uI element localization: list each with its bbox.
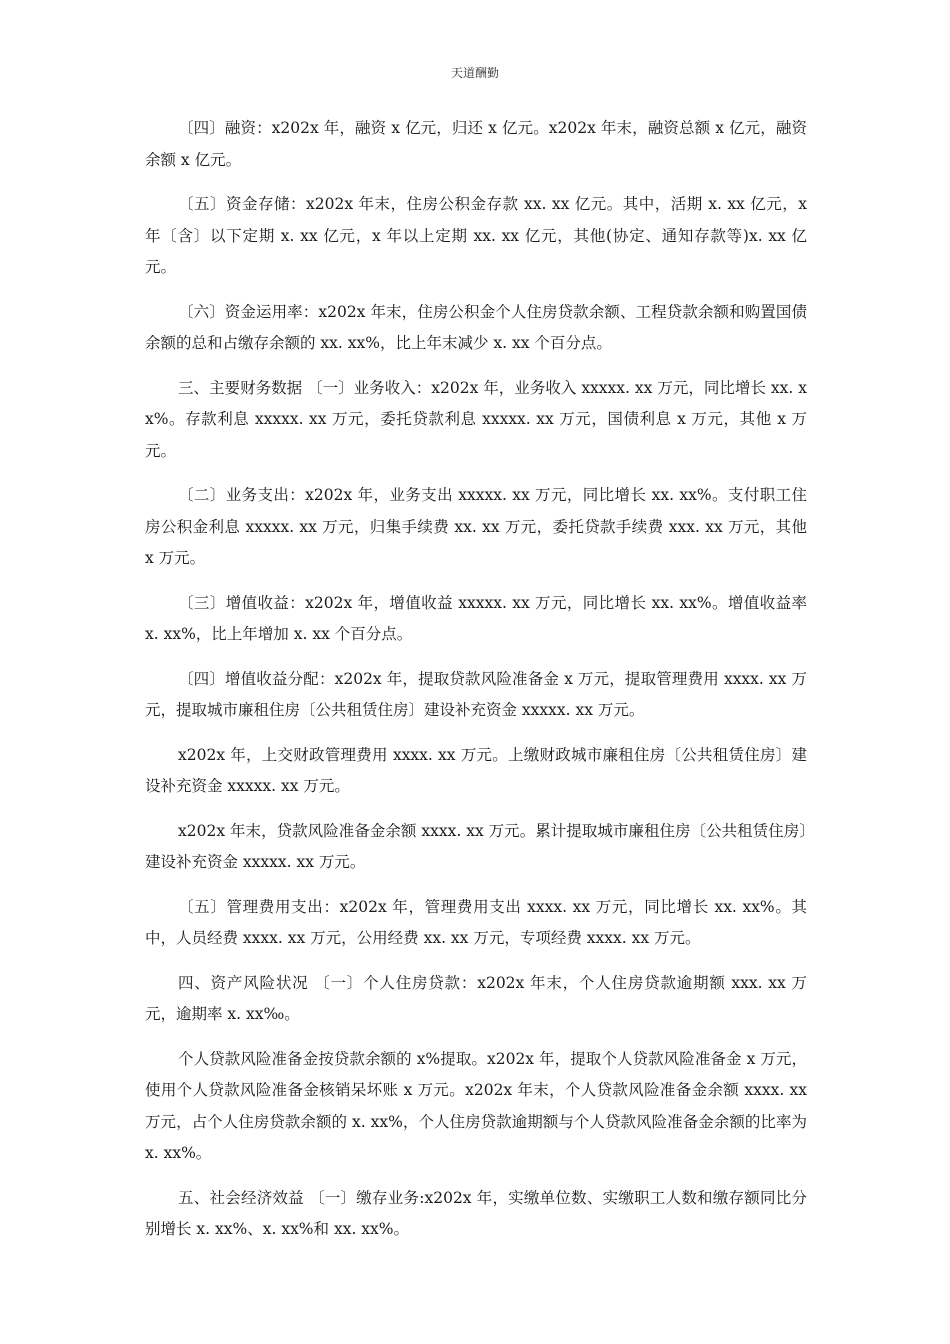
paragraph-asset-risk: 四、资产风险状况 〔一〕个人住房贷款：x202x 年末，个人住房贷款逾期额 xxx. xx 万元，逾期率 x. xx‰。	[145, 973, 807, 1023]
paragraph-value-added-income: 〔三〕增值收益：x202x 年，增值收益 xxxxx. xx 万元，同比增长 xx. xx%。增值收益率 x. xx%，比上年增加 x. xx 个百分点。	[145, 593, 807, 643]
paragraph-financing: 〔四〕融资：x202x 年，融资 x 亿元，归还 x 亿元。x202x 年末，融资总额 x 亿元，融资余额 x 亿元。	[145, 119, 807, 169]
paragraph-management-expense: 〔五〕管理费用支出：x202x 年，管理费用支出 xxxx. xx 万元，同比增长 xx. xx%。其中，人员经费 xxxx. xx 万元，公用经费 xx. xx 万元，专项经费 xxxx. xx 万元。	[145, 897, 807, 947]
paragraph-social-benefit: 五、社会经济效益 〔一〕缴存业务:x202x 年，实缴单位数、实缴职工人数和缴存额同比分别增长 x. xx%、x. xx%和 xx. xx%。	[145, 1188, 807, 1238]
paragraph-business-expense: 〔二〕业务支出：x202x 年，业务支出 xxxxx. xx 万元，同比增长 xx. xx%。支付职工住房公积金利息 xxxxx. xx 万元，归集手续费 xx. xx 万元，委托贷款手续费 xxx. xx 万元，其他 x 万元。	[145, 486, 807, 567]
paragraph-fund-utilization: 〔六〕资金运用率：x202x 年末，住房公积金个人住房贷款余额、工程贷款余额和购置国债余额的总和占缴存余额的 xx. xx%，比上年末减少 x. xx 个百分点。	[145, 302, 807, 352]
paragraph-loan-risk-reserve: 个人贷款风险准备金按贷款余额的 x%提取。x202x 年，提取个人贷款风险准备金 x 万元，使用个人贷款风险准备金核销呆坏账 x 万元。x202x 年末，个人贷款风险准备金余额 xxxx. xx 万元，占个人住房贷款余额的 x. xx%，个人住房贷款逾期额与个人贷款风险准备金余额的比率为 x. xx%。	[145, 1049, 807, 1162]
page-header: 天道酬勤	[450, 66, 499, 80]
paragraph-fiscal-payment: x202x 年，上交财政管理费用 xxxx. xx 万元。上缴财政城市廉租住房〔公共租赁住房〕建设补充资金 xxxxx. xx 万元。	[145, 745, 807, 795]
paragraph-business-income: 三、主要财务数据 〔一〕业务收入：x202x 年，业务收入 xxxxx. xx 万元，同比增长 xx. xx%。存款利息 xxxxx. xx 万元，委托贷款利息 xxxxx. xx 万元，国债利息 x 万元，其他 x 万元。	[145, 378, 807, 460]
paragraph-risk-reserve-balance: x202x 年末，贷款风险准备金余额 xxxx. xx 万元。累计提取城市廉租住房〔公共租赁住房〕建设补充资金 xxxxx. xx 万元。	[145, 821, 807, 871]
paragraph-fund-storage: 〔五〕资金存储：x202x 年末，住房公积金存款 xx. xx 亿元。其中，活期 x. xx 亿元，x 年〔含〕以下定期 x. xx 亿元，x 年以上定期 xx. xx 亿元，其他(协定、通知存款等)x. xx 亿元。	[145, 195, 807, 276]
paragraph-income-distribution: 〔四〕增值收益分配：x202x 年，提取贷款风险准备金 x 万元，提取管理费用 xxxx. xx 万元，提取城市廉租住房〔公共租赁住房〕建设补充资金 xxxxx. xx 万元。	[145, 669, 807, 719]
document-body	[145, 113, 807, 1259]
